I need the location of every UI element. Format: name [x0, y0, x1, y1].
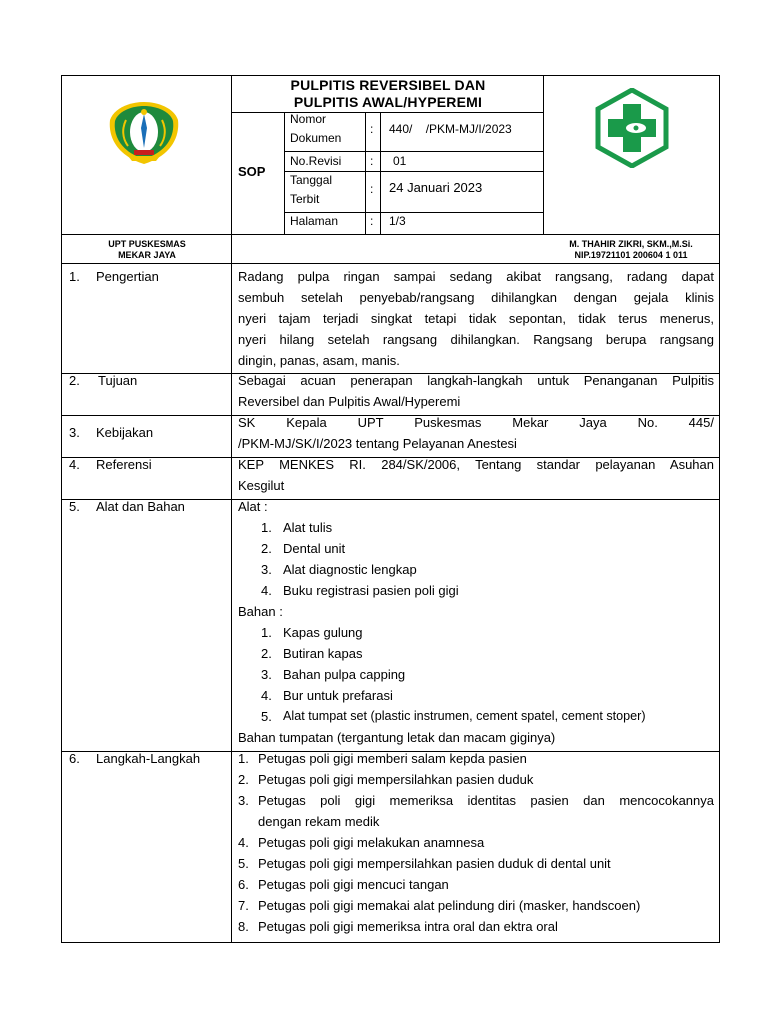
- step-number: 1.: [238, 751, 249, 766]
- section-label-alat-bahan: Alat dan Bahan: [96, 499, 185, 514]
- regency-crest-logo: [106, 98, 182, 168]
- step-number: 7.: [238, 898, 249, 913]
- list-item: 4.: [261, 688, 272, 703]
- title-line-2: PULPITIS AWAL/HYPEREMI: [293, 94, 483, 110]
- puskesmas-logo: [592, 88, 672, 168]
- section-text-referensi: KEP MENKES RI. 284/SK/2006, Tentang standar pelayanan Asuhan Kesgilut: [238, 457, 714, 493]
- content-table: [61, 264, 720, 943]
- list-item: 3.: [261, 562, 272, 577]
- meta-value-halaman: 1/3: [389, 214, 406, 228]
- title-line-1: PULPITIS REVERSIBEL DAN: [290, 77, 486, 93]
- step-item: Petugas poli gigi memberi salam kepda pasien: [258, 751, 527, 766]
- meta-label-nomor: Nomor Dokumen: [290, 112, 342, 145]
- list-item: 2.: [261, 541, 272, 556]
- meta-colon: :: [370, 122, 374, 136]
- bahan-item: Kapas gulung: [283, 625, 363, 640]
- signer-block: M. THAHIR ZIKRI, SKM.,M.Si. NIP.19721101 200604 1 011: [569, 239, 693, 260]
- step-item: Petugas poli gigi memeriksa identitas pasien dan mencocokannya: [258, 793, 714, 808]
- step-item: Petugas poli gigi mempersilahkan pasien duduk di dental unit: [258, 856, 611, 871]
- step-item: Petugas poli gigi memeriksa intra oral dan ektra oral: [258, 919, 558, 934]
- step-number: 5.: [238, 856, 249, 871]
- step-item: Petugas poli gigi melakukan anamnesa: [258, 835, 485, 850]
- meta-label-revisi: No.Revisi: [290, 154, 342, 168]
- step-number: 8.: [238, 919, 249, 934]
- list-item: 1.: [261, 625, 272, 640]
- section-label-kebijakan: Kebijakan: [96, 425, 154, 440]
- header-table: [61, 75, 720, 264]
- section-number: 6.: [69, 751, 80, 766]
- step-number: 6.: [238, 877, 249, 892]
- list-item: 1.: [261, 520, 272, 535]
- step-item-continuation: dengan rekam medik: [258, 814, 380, 829]
- bahan-item: Bahan pulpa capping: [283, 667, 406, 682]
- meta-label-tanggal: Tanggal Terbit: [290, 173, 333, 206]
- document-title: [234, 77, 542, 111]
- bahan-item: Bur untuk prefarasi: [283, 688, 393, 703]
- bahan-footer: Bahan tumpatan (tergantung letak dan macam giginya): [238, 730, 556, 745]
- section-label-tujuan: Tujuan: [98, 373, 138, 388]
- section-number: 5.: [69, 499, 80, 514]
- step-number: 4.: [238, 835, 249, 850]
- section-label-referensi: Referensi: [96, 457, 152, 472]
- alat-item: Alat diagnostic lengkap: [283, 562, 417, 577]
- meta-colon: :: [370, 154, 374, 168]
- step-item: Petugas poli gigi mencuci tangan: [258, 877, 449, 892]
- section-number: 2.: [69, 373, 80, 388]
- list-item: 2.: [261, 646, 272, 661]
- section-number: 1.: [69, 269, 80, 284]
- meta-value-revisi: 01: [393, 154, 407, 168]
- alat-item: Alat tulis: [283, 520, 333, 535]
- meta-value-nomor: 440/ /PKM-MJ/I/2023: [389, 122, 512, 136]
- step-number: 2.: [238, 772, 249, 787]
- meta-value-tanggal: 24 Januari 2023: [389, 180, 483, 195]
- meta-colon: :: [370, 182, 374, 196]
- bahan-heading: Bahan :: [238, 604, 283, 619]
- step-item: Petugas poli gigi memakai alat pelindung diri (masker, handscoen): [258, 898, 641, 913]
- step-item: Petugas poli gigi mempersilahkan pasien duduk: [258, 772, 534, 787]
- section-text-pengertian: Radang pulpa ringan sampai sedang akibat rangsang, radang dapat sembuh setelah penyebab/rangsang dihilangkan dengan gejala klinis nyeri tajam terjadi singkat tetapi tidak sepontan, tidak terus menerus, nyeri hilang setelah rangsang dihilangkan. Rangsang berupa rangsang dingin, panas, asam, manis.: [238, 269, 714, 368]
- step-number: 3.: [238, 793, 249, 808]
- alat-item: Dental unit: [283, 541, 346, 556]
- bahan-item: Alat tumpat set (plastic instrumen, cement spatel, cement stoper): [283, 709, 646, 723]
- section-text-tujuan: Sebagai acuan penerapan langkah-langkah untuk Penanganan Pulpitis Reversibel dan Pulpitis Awal/Hyperemi: [238, 373, 714, 409]
- section-label-langkah: Langkah-Langkah: [96, 751, 201, 766]
- meta-colon: :: [370, 214, 374, 228]
- section-number: 4.: [69, 457, 80, 472]
- section-label-pengertian: Pengertian: [96, 269, 159, 284]
- section-number: 3.: [69, 425, 80, 440]
- section-text-kebijakan: SK Kepala UPT Puskesmas Mekar Jaya No. 445/ /PKM-MJ/SK/I/2023 tentang Pelayanan Anestesi: [238, 415, 714, 451]
- list-item: 4.: [261, 583, 272, 598]
- sop-label: SOP: [238, 164, 266, 179]
- meta-label-halaman: Halaman: [290, 214, 339, 228]
- list-item: 5.: [261, 709, 272, 724]
- bahan-item: Butiran kapas: [283, 646, 363, 661]
- organization-name: UPT PUSKESMAS MEKAR JAYA: [108, 239, 186, 260]
- alat-item: Buku registrasi pasien poli gigi: [283, 583, 459, 598]
- list-item: 3.: [261, 667, 272, 682]
- alat-heading: Alat :: [238, 499, 268, 514]
